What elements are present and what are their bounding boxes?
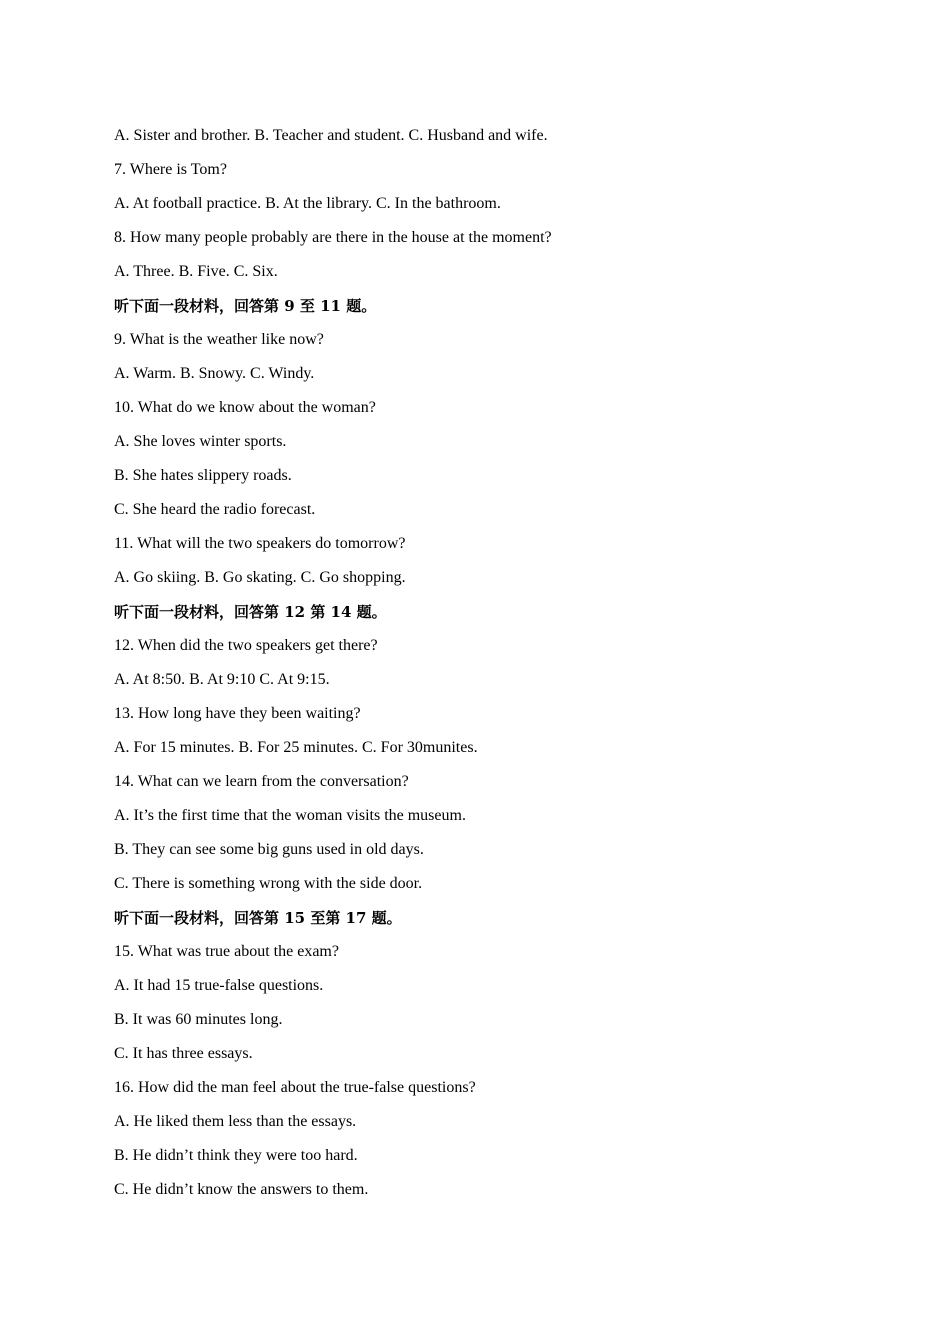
option-line: A. At football practice. B. At the library. C. In the bathroom. xyxy=(114,195,501,212)
option-line: A. Sister and brother. B. Teacher and student. C. Husband and wife. xyxy=(114,127,548,144)
question-line: 16. How did the man feel about the true-false questions? xyxy=(114,1079,476,1096)
option-line: A. She loves winter sports. xyxy=(114,433,287,450)
document-body xyxy=(114,124,834,1212)
option-line: B. It was 60 minutes long. xyxy=(114,1011,283,1028)
option-line: C. There is something wrong with the side door. xyxy=(114,875,423,892)
option-line: A. It’s the first time that the woman visits the museum. xyxy=(114,807,466,824)
option-line: C. He didn’t know the answers to them. xyxy=(114,1181,369,1198)
question-line: 14. What can we learn from the conversation? xyxy=(114,773,409,790)
question-line: 12. When did the two speakers get there? xyxy=(114,637,378,654)
section-heading: 听下面一段材料，回答第 9 至 11 题。 xyxy=(114,297,377,315)
question-line: 10. What do we know about the woman? xyxy=(114,399,376,416)
option-line: A. Warm. B. Snowy. C. Windy. xyxy=(114,365,315,382)
question-line: 9. What is the weather like now? xyxy=(114,331,324,348)
question-line: 15. What was true about the exam? xyxy=(114,943,339,960)
option-line: A. He liked them less than the essays. xyxy=(114,1113,357,1130)
question-line: 13. How long have they been waiting? xyxy=(114,705,361,722)
section-heading: 听下面一段材料，回答第 15 至第 17 题。 xyxy=(114,909,402,927)
option-line: A. For 15 minutes. B. For 25 minutes. C. For 30munites. xyxy=(114,739,478,756)
option-line: A. It had 15 true-false questions. xyxy=(114,977,324,994)
option-line: A. Three. B. Five. C. Six. xyxy=(114,263,278,280)
option-line: B. He didn’t think they were too hard. xyxy=(114,1147,358,1164)
option-line: A. Go skiing. B. Go skating. C. Go shopping. xyxy=(114,569,406,586)
option-line: B. They can see some big guns used in old days. xyxy=(114,841,424,858)
option-line: C. She heard the radio forecast. xyxy=(114,501,316,518)
option-line: B. She hates slippery roads. xyxy=(114,467,292,484)
option-line: C. It has three essays. xyxy=(114,1045,253,1062)
question-line: 11. What will the two speakers do tomorrow? xyxy=(114,535,406,552)
question-line: 8. How many people probably are there in the house at the moment? xyxy=(114,229,552,246)
section-heading: 听下面一段材料，回答第 12 第 14 题。 xyxy=(114,603,387,621)
option-line: A. At 8:50. B. At 9:10 C. At 9:15. xyxy=(114,671,330,688)
question-line: 7. Where is Tom? xyxy=(114,161,227,178)
